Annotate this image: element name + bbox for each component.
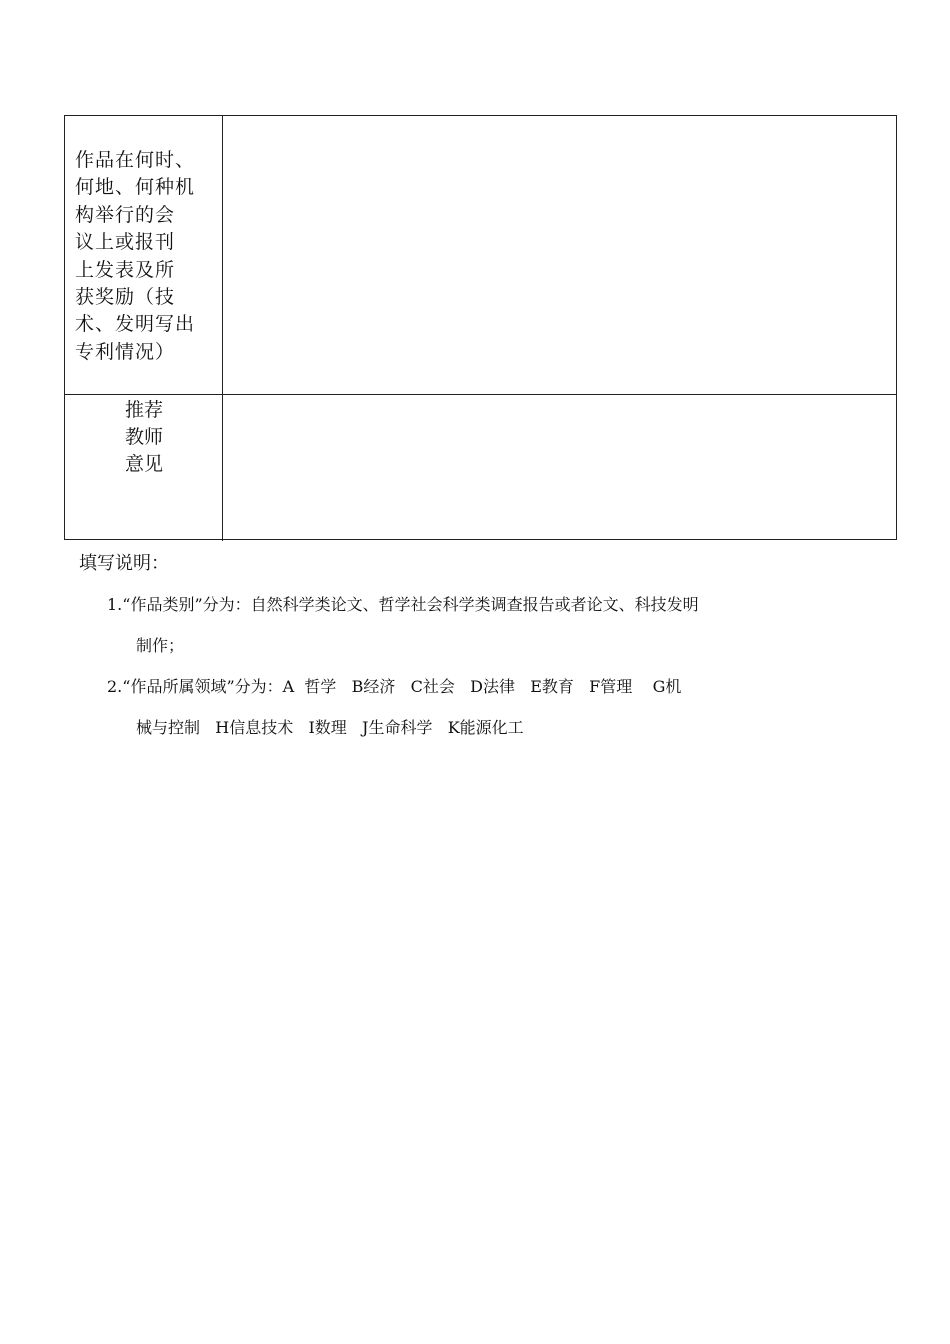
- teacher-opinion-label: 推荐 教师 意见: [124, 399, 163, 475]
- publication-field[interactable]: [223, 116, 896, 394]
- notes-title: 填写说明：: [79, 553, 169, 574]
- note-item-1-line-1: 1.“作品类别”分为：自然科学类论文、哲学社会科学类调查报告或者论文、科技发明: [107, 595, 699, 614]
- teacher-opinion-field[interactable]: [223, 395, 896, 541]
- teacher-opinion-label-cell: [65, 395, 223, 541]
- table-row-teacher-opinion: [65, 395, 896, 541]
- note-item-2-line-2: 械与控制 H信息技术 I数理 J生命科学 K能源化工: [136, 718, 524, 737]
- info-table: [64, 115, 897, 540]
- publication-label: 作品在何时、 何地、何种机 构举行的会 议上或报刊 上发表及所 获奖励（技 术、发明写出 专利情况）: [75, 149, 196, 363]
- publication-label-cell: [65, 116, 223, 394]
- note-item-2-line-1: 2.“作品所属领域”分为：A 哲学 B经济 C社会 D法律 E教育 F管理 G机: [107, 677, 682, 696]
- note-item-1-line-2: 制作；: [136, 636, 185, 655]
- table-row-publication: [65, 116, 896, 395]
